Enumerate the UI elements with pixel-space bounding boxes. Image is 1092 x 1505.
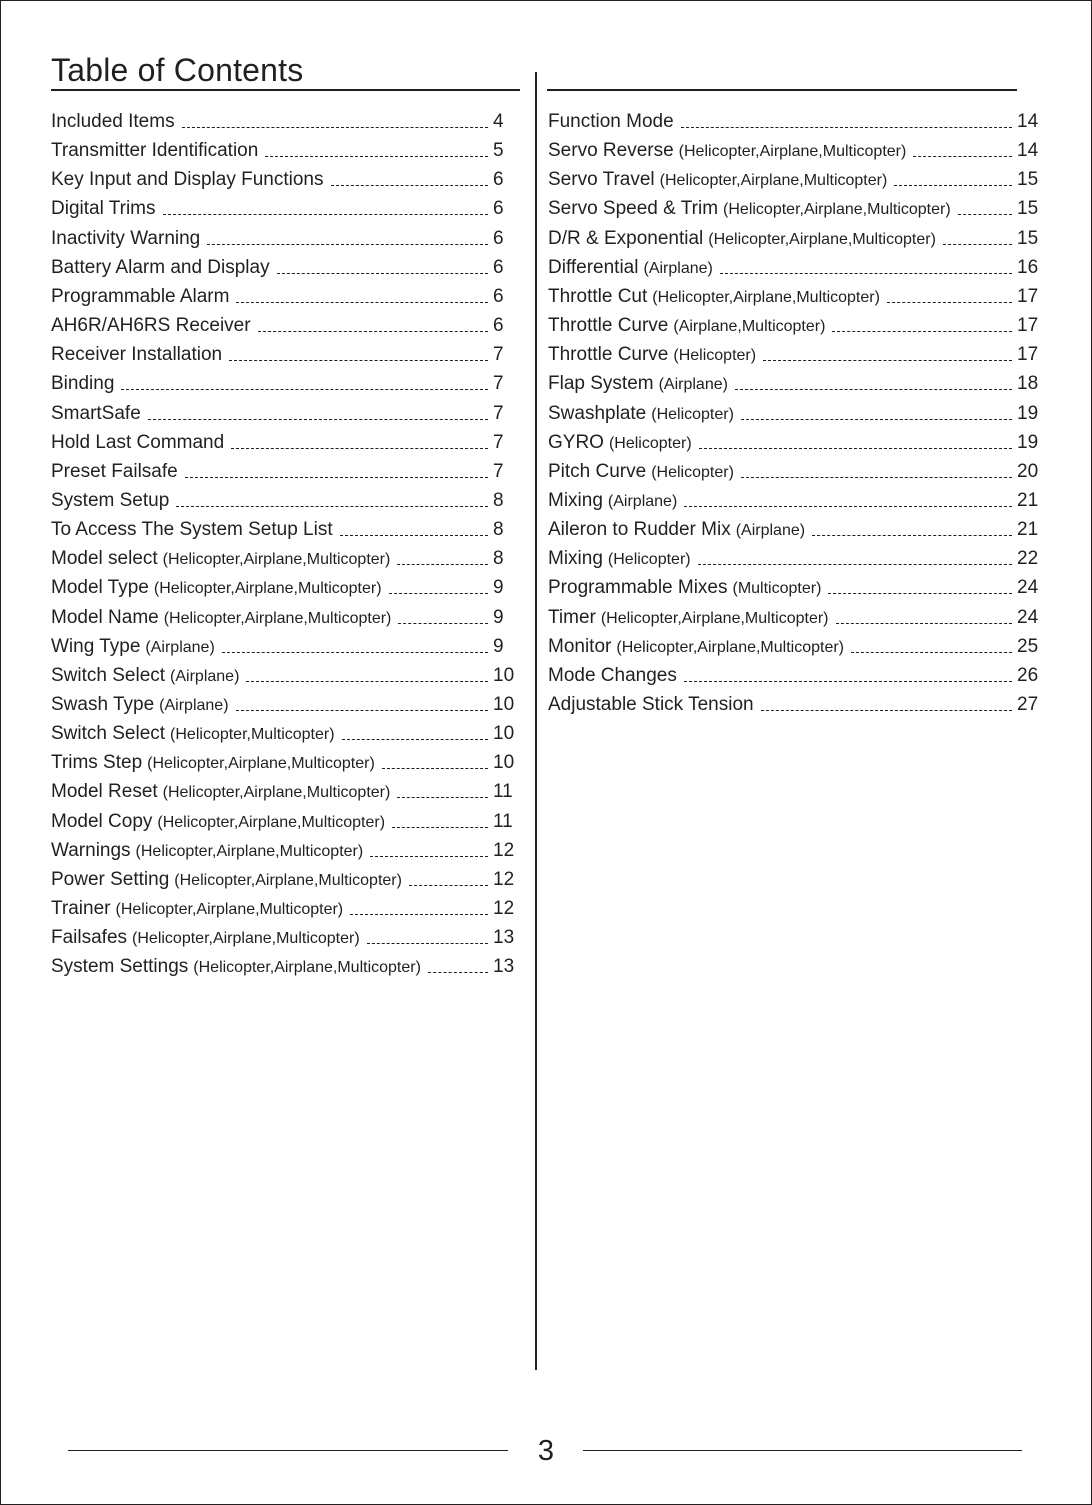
toc-entry-page-number: 9	[493, 577, 504, 599]
dot-leader	[277, 273, 488, 274]
toc-entry-title: Hold Last Command	[51, 431, 225, 453]
toc-entry-page-number: 13	[493, 956, 515, 978]
toc-entry[interactable]	[51, 458, 517, 484]
page-title: Table of Contents	[51, 52, 304, 88]
toc-entry[interactable]	[548, 691, 1041, 717]
toc-entry-applicability: (Airplane)	[735, 522, 806, 540]
dot-leader	[185, 477, 488, 478]
dot-leader	[236, 710, 488, 711]
toc-entry-page-number: 11	[493, 781, 513, 803]
toc-entry[interactable]	[548, 487, 1041, 513]
toc-entry-page-number: 24	[1017, 577, 1039, 599]
dot-leader	[367, 943, 488, 944]
toc-entry-title: Switch Select	[51, 664, 166, 686]
toc-entry[interactable]	[51, 749, 517, 775]
toc-entry-applicability: (Helicopter)	[673, 347, 757, 365]
toc-entry[interactable]	[51, 574, 517, 600]
toc-entry-applicability: (Airplane)	[658, 376, 728, 394]
dot-leader	[207, 244, 488, 245]
toc-entry[interactable]	[51, 953, 517, 979]
toc-entry[interactable]	[51, 341, 517, 367]
dot-leader	[836, 623, 1013, 624]
toc-entry-title: Preset Failsafe	[51, 460, 178, 482]
toc-entry[interactable]	[51, 166, 517, 192]
toc-entry-page-number: 11	[493, 810, 513, 832]
toc-entry[interactable]	[51, 808, 517, 834]
toc-entry-title: Pitch Curve	[548, 460, 647, 482]
toc-entry-applicability: (Helicopter,Airplane,Multicopter)	[193, 959, 421, 977]
toc-entry[interactable]	[548, 341, 1041, 367]
toc-entry[interactable]	[51, 837, 517, 863]
toc-entry[interactable]	[548, 283, 1041, 309]
toc-entry-applicability: (Helicopter,Airplane,Multicopter)	[659, 172, 888, 190]
dot-leader	[382, 768, 488, 769]
dot-leader	[698, 564, 1012, 565]
dot-leader	[163, 214, 488, 215]
dot-leader	[720, 273, 1012, 274]
dot-leader	[350, 914, 488, 915]
toc-entry-applicability: (Airplane)	[145, 638, 215, 656]
toc-entry-title: Model Copy	[51, 810, 153, 832]
toc-entry-title: Wing Type	[51, 635, 141, 657]
dot-leader	[684, 506, 1012, 507]
toc-entry-applicability: (Multicopter)	[732, 580, 822, 598]
toc-entry[interactable]	[51, 312, 517, 338]
toc-entry-applicability: (Helicopter,Airplane,Multicopter)	[678, 143, 907, 161]
dot-leader	[428, 972, 488, 973]
toc-entry-applicability: (Helicopter,Airplane,Multicopter)	[174, 871, 402, 889]
toc-entry-page-number: 8	[493, 548, 504, 570]
toc-entry[interactable]	[51, 195, 517, 221]
toc-entry[interactable]	[548, 400, 1041, 426]
toc-entry-title: Model Type	[51, 577, 149, 599]
dot-leader	[894, 185, 1012, 186]
toc-entry-title: Model select	[51, 548, 158, 570]
title-underline-left	[51, 89, 520, 91]
toc-entry[interactable]	[51, 487, 517, 513]
toc-entry-title: System Settings	[51, 956, 189, 978]
toc-entry-applicability: (Helicopter,Airplane,Multicopter)	[147, 755, 375, 773]
dot-leader	[176, 506, 488, 507]
dot-leader	[398, 623, 488, 624]
toc-entry[interactable]	[51, 720, 517, 746]
column-divider	[535, 72, 537, 1370]
toc-entry[interactable]	[548, 604, 1041, 630]
toc-entry-applicability: (Helicopter,Airplane,Multicopter)	[132, 930, 360, 948]
toc-entry[interactable]	[51, 691, 517, 717]
footer-line-left	[68, 1450, 508, 1451]
toc-entry-page-number: 8	[493, 519, 504, 541]
toc-entry-applicability: (Helicopter,Airplane,Multicopter)	[162, 551, 391, 569]
toc-entry-page-number: 10	[493, 752, 515, 774]
toc-entry-page-number: 6	[493, 256, 504, 278]
toc-entry[interactable]	[548, 574, 1041, 600]
toc-entry-page-number: 19	[1017, 431, 1039, 453]
toc-entry-title: Flap System	[548, 373, 654, 395]
toc-entry-title: Binding	[51, 373, 115, 395]
toc-entry-applicability: (Helicopter,Multicopter)	[170, 726, 335, 744]
toc-entry-applicability: (Helicopter,Airplane,Multicopter)	[600, 609, 829, 627]
footer-line-right	[583, 1450, 1022, 1451]
toc-entry-title: Swash Type	[51, 694, 155, 715]
toc-entry-page-number: 7	[493, 402, 504, 424]
dot-leader	[832, 331, 1012, 332]
toc-entry-title: Mode Changes	[548, 664, 677, 686]
toc-entry-page-number: 7	[493, 431, 504, 453]
toc-entry-page-number: 19	[1017, 402, 1039, 424]
toc-entry-page-number: 7	[493, 344, 504, 366]
toc-entry-page-number: 8	[493, 489, 504, 511]
toc-entry-title: To Access The System Setup List	[51, 519, 333, 541]
toc-entry-page-number: 6	[493, 227, 504, 249]
dot-leader	[741, 477, 1012, 478]
toc-entry-title: D/R & Exponential	[548, 227, 704, 249]
toc-entry[interactable]	[51, 604, 517, 630]
toc-entry-page-number: 25	[1017, 635, 1039, 657]
toc-entry-title: SmartSafe	[51, 402, 141, 424]
dot-leader	[340, 535, 488, 536]
toc-entry-page-number: 17	[1017, 315, 1039, 337]
dot-leader	[409, 885, 488, 886]
toc-entry-title: Key Input and Display Functions	[51, 169, 324, 191]
toc-entry[interactable]	[548, 545, 1041, 571]
toc-entry-title: Failsafes	[51, 927, 128, 949]
toc-entry-page-number: 18	[1017, 373, 1039, 395]
toc-entry-page-number: 6	[493, 198, 504, 220]
toc-entry-title: Included Items	[51, 111, 175, 132]
dot-leader	[828, 593, 1012, 594]
toc-entry-title: Model Name	[51, 606, 159, 628]
toc-entry-page-number: 20	[1017, 460, 1039, 482]
toc-entry-title: Mixing	[548, 489, 603, 511]
dot-leader	[392, 827, 488, 828]
toc-entry[interactable]	[548, 166, 1041, 192]
toc-entry-page-number: 9	[493, 635, 504, 657]
toc-entry-title: Digital Trims	[51, 198, 156, 220]
toc-entry[interactable]	[548, 662, 1041, 688]
toc-entry-page-number: 14	[1017, 111, 1039, 132]
dot-leader	[246, 681, 488, 682]
toc-entry-title: Mixing	[548, 548, 603, 570]
toc-entry-title: Trims Step	[51, 752, 143, 774]
toc-entry-title: Servo Reverse	[548, 140, 674, 162]
dot-leader	[397, 797, 488, 798]
toc-entry-title: Trainer	[51, 898, 111, 920]
dot-leader	[231, 448, 488, 449]
toc-entry-title: Programmable Alarm	[51, 285, 230, 307]
toc-entry-title: Model Reset	[51, 781, 158, 803]
dot-leader	[370, 856, 488, 857]
toc-entry-title: Transmitter Identification	[51, 140, 259, 162]
toc-entry[interactable]	[51, 283, 517, 309]
toc-entry-applicability: (Helicopter)	[607, 551, 691, 569]
toc-entry[interactable]	[51, 924, 517, 950]
dot-leader	[342, 739, 488, 740]
toc-entry[interactable]	[51, 108, 517, 134]
dot-leader	[331, 185, 489, 186]
toc-entry[interactable]	[51, 633, 517, 659]
toc-entry-applicability: (Helicopter)	[651, 463, 734, 481]
toc-entry-applicability: (Helicopter,Airplane,Multicopter)	[616, 638, 845, 656]
toc-entry-title: Servo Travel	[548, 169, 655, 191]
toc-entry-title: Battery Alarm and Display	[51, 256, 270, 278]
dot-leader	[958, 214, 1012, 215]
toc-entry-applicability: (Helicopter)	[608, 434, 692, 452]
toc-entry-applicability: (Helicopter,Airplane,Multicopter)	[652, 288, 880, 306]
page-number: 3	[537, 1435, 555, 1467]
toc-entry-page-number: 21	[1017, 519, 1039, 541]
dot-leader	[812, 535, 1012, 536]
dot-leader	[735, 389, 1012, 390]
toc-entry-title: Adjustable Stick Tension	[548, 694, 754, 715]
toc-entry-title: Programmable Mixes	[548, 577, 728, 599]
toc-entry-page-number: 10	[493, 664, 515, 686]
toc-entry-title: System Setup	[51, 489, 170, 511]
dot-leader	[229, 360, 488, 361]
toc-entry-applicability: (Helicopter,Airplane,Multicopter)	[708, 230, 936, 248]
toc-entry[interactable]	[548, 312, 1041, 338]
toc-entry-title: Inactivity Warning	[51, 227, 201, 249]
toc-entry[interactable]	[51, 429, 517, 455]
dot-leader	[182, 127, 488, 128]
toc-entry[interactable]	[51, 225, 517, 251]
toc-entry-page-number: 4	[493, 111, 504, 132]
dot-leader	[681, 127, 1012, 128]
toc-entry-title: Timer	[548, 606, 596, 628]
toc-entry[interactable]	[548, 458, 1041, 484]
toc-entry[interactable]	[548, 254, 1041, 280]
toc-entry-applicability: (Airplane,Multicopter)	[673, 318, 826, 336]
toc-entry[interactable]	[51, 662, 517, 688]
toc-entry-page-number: 17	[1017, 285, 1039, 307]
dot-leader	[397, 564, 488, 565]
toc-entry-title: Power Setting	[51, 868, 170, 890]
toc-entry-applicability: (Helicopter,Airplane,Multicopter)	[153, 580, 382, 598]
toc-entry[interactable]	[51, 545, 517, 571]
toc-entry-page-number: 6	[493, 169, 504, 191]
toc-entry[interactable]	[548, 108, 1041, 134]
dot-leader	[389, 593, 488, 594]
toc-entry-page-number: 12	[493, 839, 515, 861]
toc-entry-page-number: 14	[1017, 140, 1039, 162]
toc-entry[interactable]	[51, 370, 517, 396]
toc-entry-title: AH6R/AH6RS Receiver	[51, 315, 251, 337]
toc-entry[interactable]	[51, 400, 517, 426]
toc-entry-title: Monitor	[548, 635, 612, 657]
toc-entry[interactable]	[51, 778, 517, 804]
toc-entry-page-number: 21	[1017, 489, 1039, 511]
toc-entry[interactable]	[548, 370, 1041, 396]
toc-entry-title: Throttle Cut	[548, 285, 648, 307]
toc-entry-page-number: 12	[493, 868, 515, 890]
dot-leader	[943, 244, 1012, 245]
toc-entry-title: GYRO	[548, 431, 604, 453]
toc-entry-applicability: (Airplane)	[170, 667, 240, 685]
toc-entry[interactable]	[51, 137, 517, 163]
toc-entry[interactable]	[548, 429, 1041, 455]
toc-entry-applicability: (Helicopter,Airplane,Multicopter)	[163, 609, 392, 627]
toc-entry-title: Warnings	[51, 839, 131, 861]
toc-entry-applicability: (Helicopter)	[651, 405, 734, 423]
toc-entry[interactable]	[51, 516, 517, 542]
toc-entry-applicability: (Airplane)	[159, 697, 229, 714]
dot-leader	[222, 652, 488, 653]
toc-entry-page-number: 27	[1017, 694, 1039, 715]
dot-leader	[761, 710, 1012, 711]
toc-entry-applicability: (Helicopter,Airplane,Multicopter)	[135, 842, 364, 860]
toc-entry-page-number: 12	[493, 898, 515, 920]
toc-entry-page-number: 15	[1017, 169, 1039, 191]
toc-entry-page-number: 22	[1017, 548, 1039, 570]
toc-entry-page-number: 17	[1017, 344, 1039, 366]
toc-entry[interactable]	[548, 225, 1041, 251]
toc-entry[interactable]	[548, 516, 1041, 542]
toc-entry-title: Throttle Curve	[548, 315, 669, 337]
dot-leader	[265, 156, 488, 157]
toc-entry-page-number: 6	[493, 285, 504, 307]
toc-entry-page-number: 5	[493, 140, 504, 162]
dot-leader	[121, 389, 488, 390]
toc-entry[interactable]	[548, 633, 1041, 659]
toc-entry-applicability: (Helicopter,Airplane,Multicopter)	[115, 901, 344, 919]
dot-leader	[913, 156, 1012, 157]
toc-entry-applicability: (Helicopter,Airplane,Multicopter)	[723, 201, 951, 219]
toc-entry[interactable]	[51, 254, 517, 280]
toc-entry-page-number: 24	[1017, 606, 1039, 628]
toc-entry-title: Differential	[548, 256, 639, 278]
toc-entry[interactable]	[548, 195, 1041, 221]
toc-entry-applicability: (Helicopter,Airplane,Multicopter)	[162, 784, 391, 802]
toc-entry-title: Switch Select	[51, 723, 166, 745]
toc-entry-page-number: 15	[1017, 198, 1039, 220]
toc-entry-title: Aileron to Rudder Mix	[548, 519, 731, 541]
toc-entry-page-number: 7	[493, 460, 504, 482]
dot-leader	[699, 448, 1012, 449]
toc-entry-title: Throttle Curve	[548, 344, 669, 366]
toc-entry-title: Servo Speed & Trim	[548, 198, 719, 220]
dot-leader	[741, 419, 1012, 420]
dot-leader	[887, 302, 1012, 303]
toc-entry-applicability: (Helicopter,Airplane,Multicopter)	[157, 813, 386, 831]
toc-entry-page-number: 26	[1017, 664, 1039, 686]
title-underline-right	[547, 89, 1017, 91]
toc-entry-page-number: 16	[1017, 256, 1039, 278]
dot-leader	[148, 419, 488, 420]
toc-entry-page-number: 13	[493, 927, 515, 949]
toc-entry-applicability: (Airplane)	[643, 259, 713, 277]
dot-leader	[684, 681, 1012, 682]
toc-entry-title: Swashplate	[548, 402, 647, 424]
dot-leader	[258, 331, 488, 332]
toc-entry-page-number: 7	[493, 373, 504, 395]
toc-entry-applicability: (Airplane)	[607, 492, 678, 510]
dot-leader	[851, 652, 1012, 653]
toc-entry[interactable]	[548, 137, 1041, 163]
toc-entry[interactable]	[51, 895, 517, 921]
toc-entry-page-number: 6	[493, 315, 504, 337]
toc-entry-page-number: 9	[493, 606, 504, 628]
toc-entry-title: Function Mode	[548, 111, 674, 132]
toc-entry[interactable]	[51, 866, 517, 892]
toc-entry-page-number: 10	[493, 723, 515, 745]
toc-entry-title: Receiver Installation	[51, 344, 223, 366]
toc-entry-page-number: 15	[1017, 227, 1039, 249]
toc-entry-page-number: 10	[493, 694, 515, 715]
dot-leader	[763, 360, 1012, 361]
dot-leader	[236, 302, 488, 303]
